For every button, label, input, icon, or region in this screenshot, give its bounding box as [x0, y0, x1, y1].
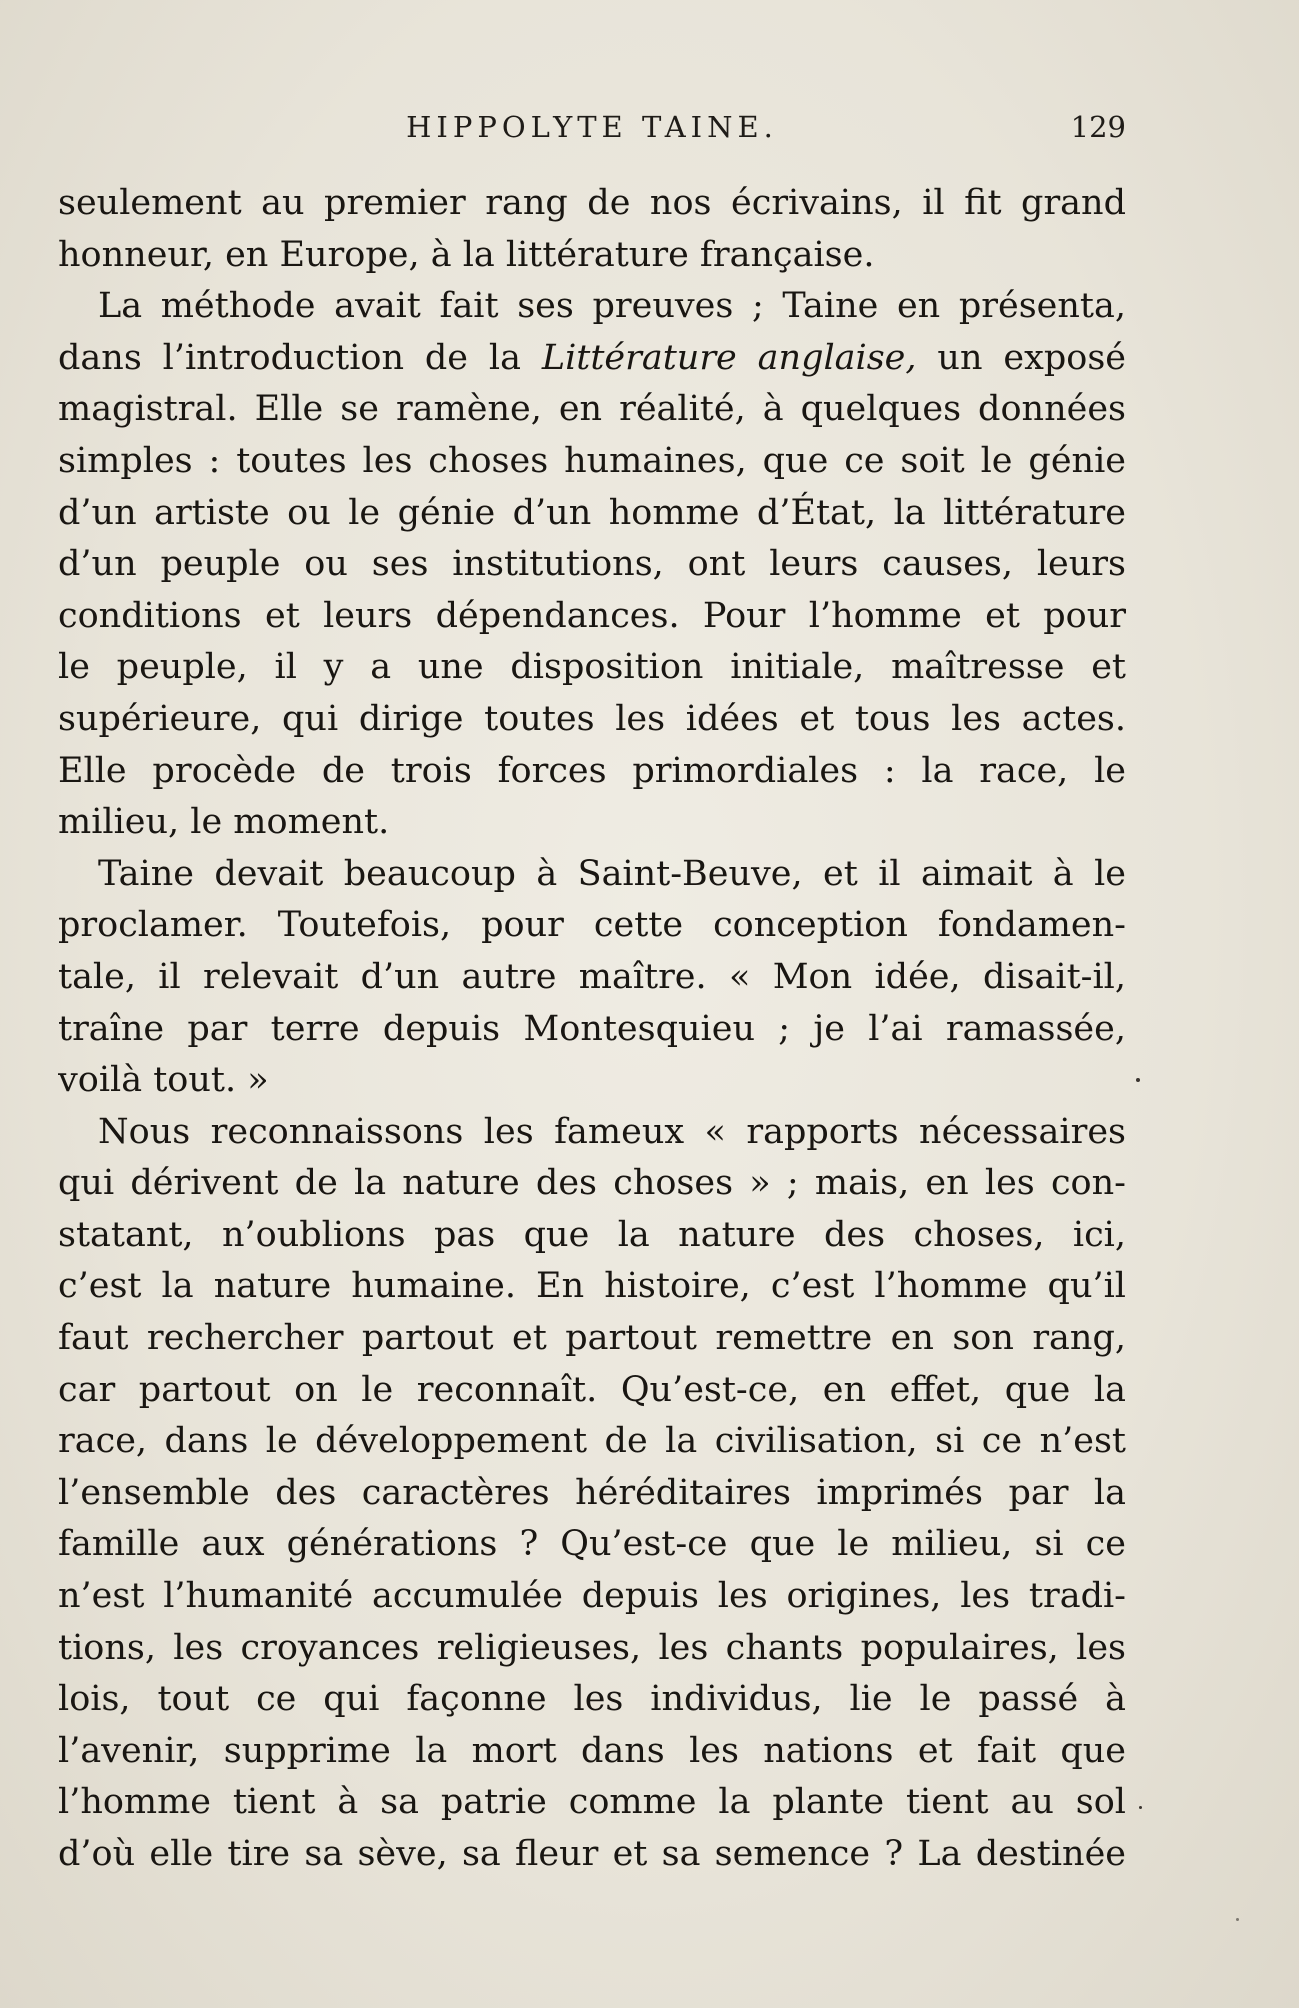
text-line	[58, 333, 1126, 385]
text-line: race, dans le développement de la civilisation, si ce n’est	[58, 1421, 1126, 1462]
text-line: d’un peuple ou ses institutions, ont leurs causes, leurs	[58, 544, 1126, 585]
text-line: Nous reconnaissons les fameux « rapports nécessaires	[98, 1111, 1126, 1152]
text-line: Elle procède de trois forces primordiales : la race, le	[58, 750, 1126, 791]
text-line: d’où elle tire sa sève, sa fleur et sa semence ? La destinée	[58, 1834, 1126, 1874]
text-line: n’est l’humanité accumulée depuis les origines, les tradi-	[58, 1576, 1126, 1617]
text-line: le peuple, il y a une disposition initiale, maîtresse et	[58, 647, 1126, 688]
text-line: Taine devait beaucoup à Saint-Beuve, et il aimait à le	[98, 853, 1126, 894]
italic-book-title: Littérature anglaise,	[541, 337, 917, 378]
text-line: l’avenir, supprime la mort dans les nations et fait que	[58, 1730, 1126, 1771]
text-line: simples : toutes les choses humaines, que ce soit le génie	[58, 440, 1126, 481]
text-line: qui dérivent de la nature des choses » ; mais, en les con-	[58, 1163, 1126, 1204]
text-line: voilà tout. »	[58, 1060, 269, 1101]
text-line: tale, il relevait d’un autre maître. « Mon idée, disait-il,	[58, 956, 1126, 997]
text-line: lois, tout ce qui façonne les individus, lie le passé à	[58, 1679, 1126, 1720]
paper-speck	[1236, 1918, 1239, 1921]
running-title: HIPPOLYTE TAINE.	[406, 110, 778, 144]
text-line: La méthode avait fait ses preuves ; Taine en présenta,	[98, 286, 1126, 327]
page-header	[58, 110, 1126, 160]
text-line: l’ensemble des caractères héréditaires imprimés par la	[58, 1472, 1126, 1513]
text-line: l’homme tient à sa patrie comme la plante tient au sol	[58, 1782, 1126, 1823]
text-line: car partout on le reconnaît. Qu’est-ce, en effet, que la	[58, 1369, 1126, 1410]
text-line: proclamer. Toutefois, pour cette conception fondamen-	[58, 905, 1126, 946]
text-line: famille aux générations ? Qu’est-ce que le milieu, si ce	[58, 1524, 1126, 1565]
text-line: c’est la nature humaine. En histoire, c’est l’homme qu’il	[58, 1266, 1126, 1307]
text-line: statant, n’oublions pas que la nature des choses, ici,	[58, 1214, 1126, 1255]
page-number: 129	[1070, 110, 1126, 144]
text-line: d’un artiste ou le génie d’un homme d’État, la littérature	[58, 492, 1126, 533]
paper-speck	[1136, 1078, 1140, 1082]
text-line: magistral. Elle se ramène, en réalité, à quelques données	[58, 389, 1126, 430]
text-segment: un exposé	[937, 337, 1126, 378]
text-line: traîne par terre depuis Montesquieu ; je l’ai ramassée,	[58, 1008, 1126, 1049]
text-line: seulement au premier rang de nos écrivains, il fit grand	[58, 183, 1126, 223]
body-text	[58, 178, 1126, 1881]
paper-speck	[1139, 1806, 1142, 1809]
text-line: milieu, le moment.	[58, 802, 390, 843]
text-line: faut rechercher partout et partout remettre en son rang,	[58, 1318, 1126, 1359]
text-line: conditions et leurs dépendances. Pour l’homme et pour	[58, 595, 1126, 636]
text-line: honneur, en Europe, à la littérature française.	[58, 234, 875, 275]
text-line: tions, les croyances religieuses, les chants populaires, les	[58, 1627, 1126, 1668]
text-segment: dans l’introduction de la	[58, 337, 521, 378]
text-line: supérieure, qui dirige toutes les idées et tous les actes.	[58, 698, 1126, 739]
